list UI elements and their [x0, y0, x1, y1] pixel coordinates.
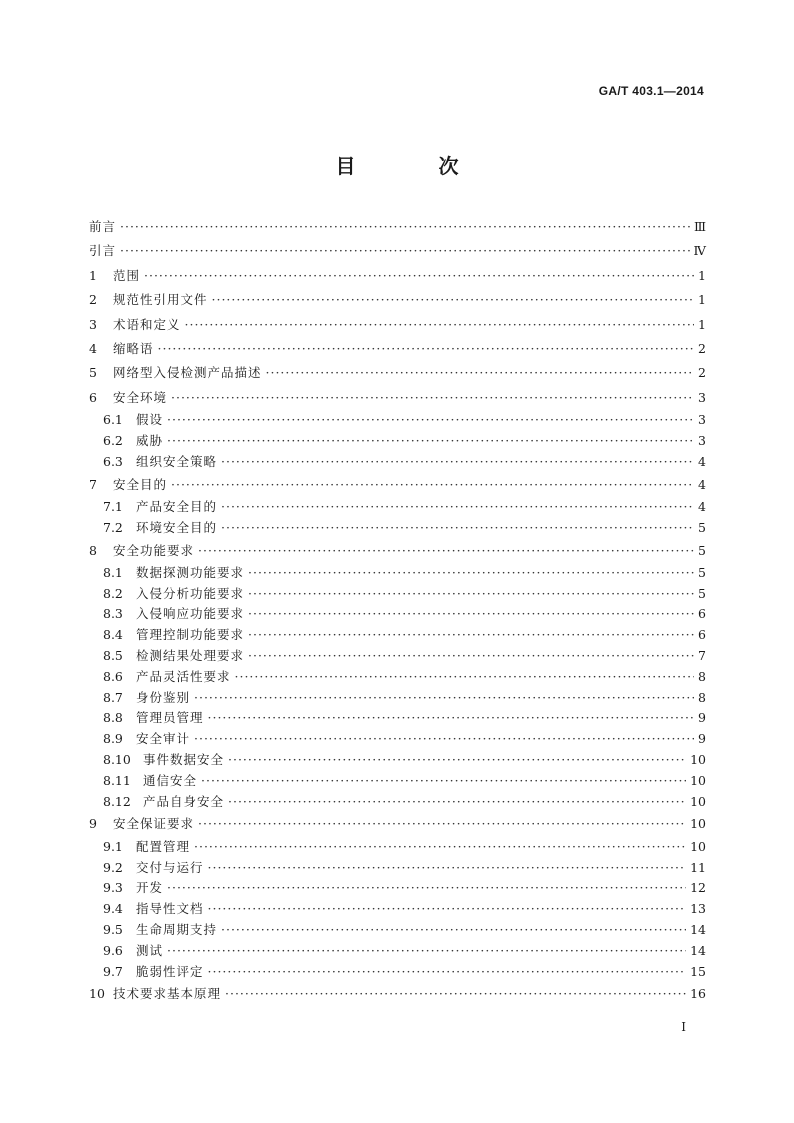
dot-leader — [221, 452, 694, 473]
dot-leader — [208, 962, 687, 983]
toc-entry-number: 10 — [89, 986, 105, 1002]
dot-leader — [167, 941, 686, 962]
toc-entry-number: 2 — [89, 292, 97, 308]
toc-entry-number: 8.3 — [103, 606, 123, 622]
toc-entry-number: 6.1 — [103, 412, 123, 428]
toc-entry-page: 16 — [690, 986, 706, 1002]
toc-entry-page: 9 — [698, 731, 706, 747]
toc-entry[interactable] — [89, 539, 706, 563]
toc-entry-label: 管理控制功能要求 — [136, 627, 245, 643]
toc-entry[interactable] — [89, 473, 706, 497]
toc-entry-page: 9 — [698, 710, 706, 726]
toc-entry[interactable] — [89, 812, 706, 836]
table-of-contents — [89, 215, 706, 1007]
toc-entry-number: 7 — [89, 476, 97, 492]
toc-entry-number: 8.8 — [103, 710, 123, 726]
toc-entry-page: 10 — [690, 772, 706, 788]
toc-entry-number: 8.1 — [103, 564, 123, 580]
dot-leader — [221, 497, 694, 518]
toc-entry[interactable] — [89, 771, 706, 792]
toc-entry-label: 范围 — [113, 267, 141, 283]
dot-leader — [194, 729, 694, 750]
toc-entry-label: 入侵分析功能要求 — [136, 585, 245, 601]
toc-entry-page: 8 — [698, 689, 706, 705]
toc-entry-page: 10 — [690, 838, 706, 854]
toc-entry-page: 5 — [698, 519, 706, 535]
toc-entry-page: 3 — [698, 412, 706, 428]
toc-entry-label: 组织安全策略 — [136, 453, 218, 469]
toc-entry-label: 技术要求基本原理 — [113, 986, 222, 1002]
toc-entry-number: 5 — [89, 365, 97, 381]
toc-entry-number: 9.4 — [103, 901, 123, 917]
toc-entry-number: 7.2 — [103, 519, 123, 535]
toc-entry[interactable] — [89, 750, 706, 771]
toc-entry-number: 7.1 — [103, 498, 123, 514]
toc-entry-label: 网络型入侵检测产品描述 — [113, 365, 262, 381]
toc-entry-number: 4 — [89, 340, 97, 356]
toc-entry-number: 8.9 — [103, 731, 123, 747]
toc-entry[interactable] — [89, 288, 706, 312]
toc-entry-label: 术语和定义 — [113, 316, 181, 332]
toc-entry-label: 配置管理 — [136, 838, 191, 854]
toc-entry[interactable] — [89, 410, 706, 431]
dot-leader — [235, 667, 694, 688]
toc-entry-number: 9 — [89, 816, 97, 832]
toc-entry-page: 6 — [698, 606, 706, 622]
toc-entry-number: 8.4 — [103, 627, 123, 643]
dot-leader — [201, 771, 686, 792]
toc-entry-page: Ⅲ — [693, 219, 706, 234]
toc-entry[interactable] — [89, 899, 706, 920]
toc-entry-number: 8.2 — [103, 585, 123, 601]
toc-entry[interactable] — [89, 878, 706, 899]
dot-leader — [194, 837, 686, 858]
toc-entry[interactable] — [89, 431, 706, 452]
toc-entry-label: 数据探测功能要求 — [136, 564, 245, 580]
toc-entry-label: 产品自身安全 — [143, 793, 225, 809]
toc-entry[interactable] — [89, 858, 706, 879]
toc-entry[interactable] — [89, 337, 706, 361]
toc-entry-page: 10 — [690, 793, 706, 809]
dot-leader — [194, 688, 694, 709]
toc-entry-label: 产品安全目的 — [136, 498, 218, 514]
toc-entry-page: Ⅳ — [693, 243, 706, 259]
dot-leader — [198, 539, 694, 563]
dot-leader — [248, 604, 694, 625]
toc-entry-page: 11 — [690, 859, 706, 875]
toc-entry-label: 检测结果处理要求 — [136, 648, 245, 664]
toc-entry-page: 8 — [698, 668, 706, 684]
dot-leader — [212, 288, 694, 312]
toc-entry[interactable] — [89, 941, 706, 962]
toc-entry-label: 交付与运行 — [136, 859, 204, 875]
toc-entry-number: 6.3 — [103, 453, 123, 469]
toc-entry[interactable] — [89, 239, 706, 263]
toc-entry[interactable] — [89, 215, 706, 239]
toc-entry-label: 身份鉴别 — [136, 689, 191, 705]
toc-entry-number: 3 — [89, 316, 97, 332]
toc-entry-page: 10 — [690, 816, 706, 832]
dot-leader — [248, 625, 694, 646]
toc-entry-number: 9.5 — [103, 922, 123, 938]
toc-entry-label: 开发 — [136, 880, 164, 896]
toc-entry[interactable] — [89, 264, 706, 288]
toc-entry-page: 3 — [698, 389, 706, 405]
toc-entry[interactable] — [89, 982, 706, 1006]
toc-entry-label: 入侵响应功能要求 — [136, 606, 245, 622]
toc-entry-page: 2 — [698, 365, 706, 381]
toc-entry[interactable] — [89, 604, 706, 625]
toc-entry-page: 1 — [698, 292, 706, 308]
toc-entry-page: 15 — [690, 963, 706, 979]
toc-entry-label: 引言 — [89, 243, 117, 259]
dot-leader — [120, 239, 689, 263]
toc-entry[interactable] — [89, 584, 706, 605]
toc-entry-label: 安全目的 — [113, 476, 168, 492]
dot-leader — [171, 386, 694, 410]
toc-entry-label: 威胁 — [136, 432, 164, 448]
dot-leader — [266, 361, 694, 385]
standard-code: GA/T 403.1—2014 — [598, 84, 704, 98]
toc-entry-page: 7 — [698, 648, 706, 664]
dot-leader — [228, 792, 686, 813]
toc-entry[interactable] — [89, 729, 706, 750]
toc-entry-label: 环境安全目的 — [136, 519, 218, 535]
dot-leader — [167, 878, 686, 899]
dot-leader — [167, 410, 694, 431]
toc-entry-page: 2 — [698, 340, 706, 356]
toc-entry-number: 8.7 — [103, 689, 123, 705]
toc-entry-label: 脆弱性评定 — [136, 963, 204, 979]
toc-entry-label: 安全功能要求 — [113, 542, 195, 558]
toc-entry-page: 14 — [690, 922, 706, 938]
toc-entry-label: 产品灵活性要求 — [136, 668, 231, 684]
dot-leader — [248, 646, 694, 667]
toc-entry[interactable] — [89, 962, 706, 983]
dot-leader — [120, 215, 690, 239]
toc-entry[interactable] — [89, 792, 706, 813]
toc-entry-page: 4 — [698, 476, 706, 492]
dot-leader — [198, 812, 686, 836]
toc-entry-page: 4 — [698, 498, 706, 514]
toc-entry-number: 6.2 — [103, 432, 123, 448]
dot-leader — [171, 473, 694, 497]
toc-entry-number: 6 — [89, 389, 97, 405]
toc-entry-number: 8.12 — [103, 793, 131, 809]
dot-leader — [221, 518, 694, 539]
toc-entry[interactable] — [89, 646, 706, 667]
dot-leader — [208, 708, 694, 729]
toc-entry-page: 4 — [698, 453, 706, 469]
toc-entry-page: 5 — [698, 585, 706, 601]
toc-entry-label: 通信安全 — [143, 772, 198, 788]
toc-entry-page: 6 — [698, 627, 706, 643]
dot-leader — [208, 858, 687, 879]
toc-entry-page: 14 — [690, 942, 706, 958]
toc-entry-number: 8.6 — [103, 668, 123, 684]
dot-leader — [167, 431, 694, 452]
page-title: 目 次 — [335, 154, 497, 178]
toc-entry-label: 生命周期支持 — [136, 922, 218, 938]
dot-leader — [248, 584, 694, 605]
toc-entry-page: 10 — [690, 752, 706, 768]
dot-leader — [228, 750, 686, 771]
toc-entry[interactable] — [89, 497, 706, 518]
dot-leader — [185, 313, 694, 337]
toc-entry-number: 9.6 — [103, 942, 123, 958]
toc-entry-label: 管理员管理 — [136, 710, 204, 726]
toc-entry-page: 12 — [690, 880, 706, 896]
toc-entry-number: 8.10 — [103, 752, 131, 768]
toc-entry-number: 9.7 — [103, 963, 123, 979]
toc-entry[interactable] — [89, 361, 706, 385]
toc-entry-number: 8.11 — [103, 772, 131, 788]
dot-leader — [225, 982, 686, 1006]
toc-entry-label: 测试 — [136, 942, 164, 958]
toc-entry-page: 3 — [698, 432, 706, 448]
toc-entry-number: 9.3 — [103, 880, 123, 896]
toc-entry-label: 规范性引用文件 — [113, 292, 208, 308]
toc-entry-number: 9.1 — [103, 838, 123, 854]
toc-entry-number: 1 — [89, 267, 97, 283]
toc-entry-label: 安全保证要求 — [113, 816, 195, 832]
toc-entry[interactable] — [89, 837, 706, 858]
dot-leader — [158, 337, 694, 361]
dot-leader — [221, 920, 686, 941]
toc-entry-number: 8.5 — [103, 648, 123, 664]
toc-entry[interactable] — [89, 920, 706, 941]
toc-entry-label: 事件数据安全 — [143, 752, 225, 768]
toc-entry-page: 5 — [698, 564, 706, 580]
toc-entry-label: 缩略语 — [113, 340, 154, 356]
toc-entry-page: 13 — [690, 901, 706, 917]
toc-entry-label: 指导性文档 — [136, 901, 204, 917]
toc-entry-label: 安全审计 — [136, 731, 191, 747]
toc-entry[interactable] — [89, 452, 706, 473]
dot-leader — [208, 899, 687, 920]
toc-entry-number: 9.2 — [103, 859, 123, 875]
toc-entry[interactable] — [89, 313, 706, 337]
toc-entry[interactable] — [89, 518, 706, 539]
toc-entry-label: 前言 — [89, 219, 117, 234]
toc-entry-number: 8 — [89, 542, 97, 558]
toc-entry[interactable] — [89, 688, 706, 709]
dot-leader — [144, 264, 694, 288]
toc-entry-page: 1 — [698, 267, 706, 283]
toc-entry[interactable] — [89, 625, 706, 646]
toc-entry[interactable] — [89, 386, 706, 410]
dot-leader — [248, 563, 694, 584]
toc-entry[interactable] — [89, 708, 706, 729]
toc-entry-label: 假设 — [136, 412, 164, 428]
page-number: I — [681, 1020, 686, 1034]
toc-entry-label: 安全环境 — [113, 389, 168, 405]
toc-entry-page: 1 — [698, 316, 706, 332]
toc-entry[interactable] — [89, 563, 706, 584]
toc-entry[interactable] — [89, 667, 706, 688]
toc-entry-page: 5 — [698, 542, 706, 558]
